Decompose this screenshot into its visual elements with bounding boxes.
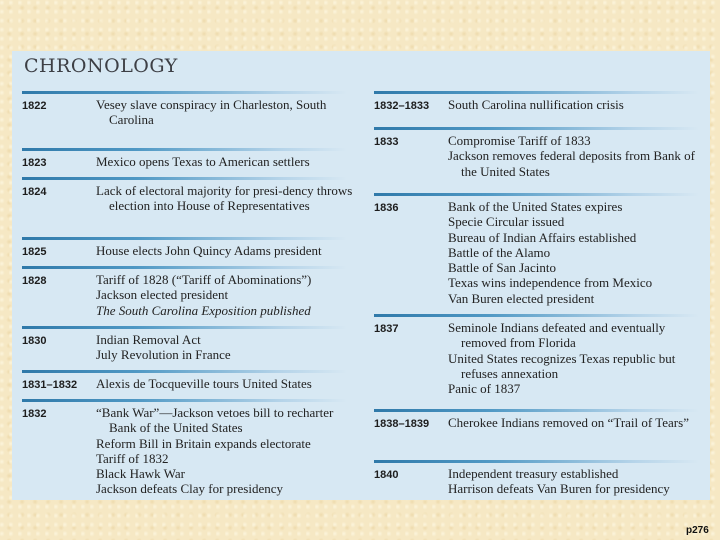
- entry-year: 1830: [22, 335, 47, 347]
- entry-year: 1831–1832: [22, 379, 78, 391]
- entry-divider: [22, 237, 347, 240]
- entry-event: Black Hawk War: [96, 466, 185, 482]
- chronology-entry: [374, 460, 709, 516]
- chronology-entry: [374, 127, 709, 193]
- entry-divider: [22, 266, 347, 269]
- entry-events: [96, 154, 357, 169]
- entry-event: Battle of the Alamo: [448, 244, 551, 260]
- chronology-title: CHRONOLOGY: [24, 55, 178, 77]
- entry-event: Indian Removal Act: [96, 332, 201, 347]
- chronology-entry: [374, 314, 709, 409]
- entry-event: Tariff of 1828 (“Tariff of Abominations”): [96, 272, 312, 287]
- entry-event: Independent treasury established: [448, 466, 619, 481]
- entry-year: 1828: [22, 275, 47, 287]
- entry-event: Jackson removes federal deposits from Bank of the United States: [448, 148, 695, 179]
- chronology-entry: [22, 148, 357, 177]
- chronology-entry: [22, 177, 357, 237]
- entry-event: “Bank War”—Jackson vetoes bill to recharter Bank of the United States: [96, 405, 334, 436]
- entry-year: 1824: [22, 186, 47, 198]
- left-column: [22, 91, 357, 505]
- entry-year: 1823: [22, 157, 47, 169]
- entry-event: Tariff of 1832: [96, 450, 169, 466]
- entry-event: Cherokee Indians removed on “Trail of Tears”: [448, 415, 689, 430]
- entry-events: [448, 133, 709, 179]
- entry-event: Seminole Indians defeated and eventually removed from Florida: [448, 320, 666, 351]
- entry-event: Harrison defeats Van Buren for presidency: [448, 481, 670, 497]
- entry-events: [96, 376, 357, 391]
- entry-divider: [22, 91, 347, 94]
- entry-divider: [374, 193, 699, 196]
- entry-year: 1832: [22, 408, 47, 420]
- entry-event: Van Buren elected president: [448, 290, 595, 306]
- entry-year: 1837: [374, 323, 399, 335]
- entry-events: [448, 199, 709, 306]
- chronology-entry: [374, 193, 709, 314]
- entry-event: Bureau of Indian Affairs established: [448, 229, 637, 245]
- entry-divider: [374, 460, 699, 463]
- entry-divider: [374, 91, 699, 94]
- entry-year: 1825: [22, 246, 47, 258]
- chronology-entry: [374, 91, 709, 127]
- chronology-entry: [22, 237, 357, 266]
- chronology-entry: [22, 326, 357, 370]
- chronology-entry: [374, 409, 709, 460]
- entry-event: The South Carolina Exposition published: [96, 302, 311, 318]
- entry-event: Bank of the United States expires: [448, 199, 623, 214]
- chronology-panel: [12, 51, 710, 500]
- entry-events: [448, 466, 709, 497]
- entry-events: [448, 97, 709, 112]
- entry-event: Vesey slave conspiracy in Charleston, South Carolina: [96, 97, 327, 128]
- entry-event: Lack of electoral majority for presi-dency throws election into House of Representatives: [96, 183, 353, 214]
- entry-year: 1840: [374, 469, 399, 481]
- entry-event: Mexico opens Texas to American settlers: [96, 154, 310, 169]
- entry-event: South Carolina nullification crisis: [448, 97, 624, 112]
- entry-events: [96, 405, 357, 497]
- entry-event: Jackson elected president: [96, 287, 229, 303]
- entry-divider: [22, 148, 347, 151]
- entry-event: Reform Bill in Britain expands electorate: [96, 435, 311, 451]
- entry-events: [448, 320, 709, 396]
- entry-event: Battle of San Jacinto: [448, 260, 556, 276]
- page-number: p276: [686, 525, 709, 536]
- right-column: [374, 91, 709, 516]
- entry-divider: [22, 326, 347, 329]
- entry-event: House elects John Quincy Adams president: [96, 243, 322, 258]
- entry-divider: [374, 409, 699, 412]
- entry-event: Jackson defeats Clay for presidency: [96, 481, 283, 497]
- entry-events: [96, 243, 357, 258]
- entry-event: July Revolution in France: [96, 347, 231, 363]
- entry-event: Alexis de Tocqueville tours United States: [96, 376, 312, 391]
- entry-year: 1836: [374, 202, 399, 214]
- entry-events: [96, 183, 357, 214]
- entry-event: Specie Circular issued: [448, 214, 565, 230]
- entry-divider: [22, 399, 347, 402]
- entry-events: [96, 272, 357, 318]
- entry-event: Texas wins independence from Mexico: [448, 275, 653, 291]
- entry-divider: [22, 370, 347, 373]
- entry-events: [96, 332, 357, 363]
- entry-year: 1832–1833: [374, 100, 430, 112]
- chronology-entry: [22, 266, 357, 326]
- entry-divider: [374, 127, 699, 130]
- entry-event: Compromise Tariff of 1833: [448, 133, 591, 148]
- entry-year: 1838–1839: [374, 418, 430, 430]
- entry-events: [96, 97, 357, 128]
- chronology-entry: [22, 370, 357, 399]
- entry-year: 1822: [22, 100, 47, 112]
- entry-events: [448, 415, 709, 430]
- chronology-entry: [22, 399, 357, 505]
- entry-divider: [374, 314, 699, 317]
- entry-divider: [22, 177, 347, 180]
- entry-year: 1833: [374, 136, 399, 148]
- entry-event: United States recognizes Texas republic but refuses annexation: [448, 350, 676, 381]
- chronology-entry: [22, 91, 357, 148]
- entry-event: Panic of 1837: [448, 381, 521, 397]
